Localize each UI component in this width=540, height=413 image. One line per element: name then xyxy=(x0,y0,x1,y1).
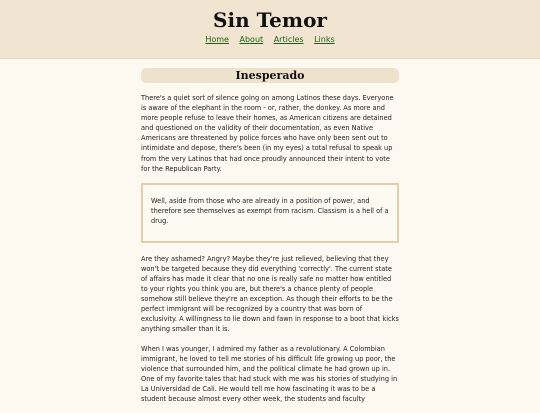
site-title: Sin Temor xyxy=(213,8,327,32)
blockquote xyxy=(141,183,399,243)
nav-link-links[interactable]: Links xyxy=(314,35,335,44)
site-header xyxy=(0,0,540,59)
quote-text: Well, aside from those who are already in a position of power, and therefore see themselves as exempt from racism. Classism is a hell of a drug. xyxy=(151,196,389,225)
paragraph-1: There's a quiet sort of silence going on among Latinos these days. Everyone is aware of the elephant in the room - or, rather, the donkey. As more and more people refuse to leave their homes, as American citizens are detained and questioned on the validity of their documentation, as even Native Americans are threatened by police forces who have only been sent out to intimidate and depose, there's been (in my eyes) a total refusal to speak up from the very Latinos that had once proudly announced their intent to vote for the Republican Party. xyxy=(141,94,394,173)
post-title: Inesperado xyxy=(141,68,399,83)
article-content xyxy=(141,68,399,413)
paragraph-2: Are they ashamed? Angry? Maybe they're just relieved, believing that they won't be targeted because they did everything 'correctly'. The current state of affairs has made it clear that no one is really safe no matter how entitled to your rights you think you are, but there's a chance plenty of people somehow still believe they're an exception. As though their efforts to be the perfect immigrant will be recognized by a country that was born of exclusivity. A willingness to lie down and fawn in response to a boot that kicks anything smaller than it is. xyxy=(141,254,399,334)
paragraph-3: When I was younger, I admired my father as a revolutionary. A Colombian immigrant, he loved to tell me stories of his difficult life growing up poor, the violence that surrounded him, and the political climate he had grown up in. One of my favorite tales that had stuck with me was his stories of studying in La Universidad de Cali. He would tell me how fascinating it was to be a student because almost every other week, the students and faculty xyxy=(141,344,398,403)
nav-link-about[interactable]: About xyxy=(239,35,264,44)
main-nav xyxy=(0,35,540,44)
nav-link-articles[interactable]: Articles xyxy=(273,35,304,44)
nav-link-home[interactable]: Home xyxy=(205,35,229,44)
